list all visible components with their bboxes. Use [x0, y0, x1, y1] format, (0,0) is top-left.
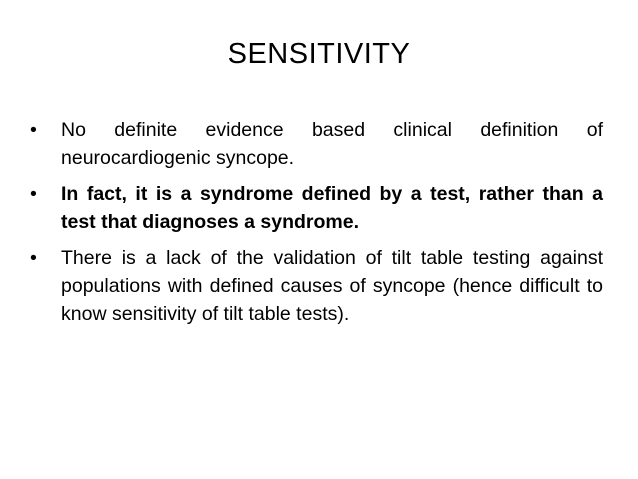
- bullet-text: There is a lack of the validation of tilt table testing against populations with defined causes of syncope (hence difficult to know sensitivity of tilt table tests).: [61, 247, 603, 325]
- bullet-icon: •: [30, 119, 37, 141]
- bullet-item-1: [30, 116, 603, 172]
- bullet-text: No definite evidence based clinical definition of neurocardiogenic syncope.: [61, 119, 603, 169]
- bullet-list: [30, 116, 603, 336]
- bullet-icon: •: [30, 247, 37, 269]
- slide-title: SENSITIVITY: [227, 38, 411, 70]
- bullet-icon: •: [30, 183, 37, 205]
- bullet-item-3: [30, 244, 603, 328]
- bullet-text: In fact, it is a syndrome defined by a test, rather than a test that diagnoses a syndrome.: [61, 183, 603, 233]
- bullet-item-2: [30, 180, 603, 236]
